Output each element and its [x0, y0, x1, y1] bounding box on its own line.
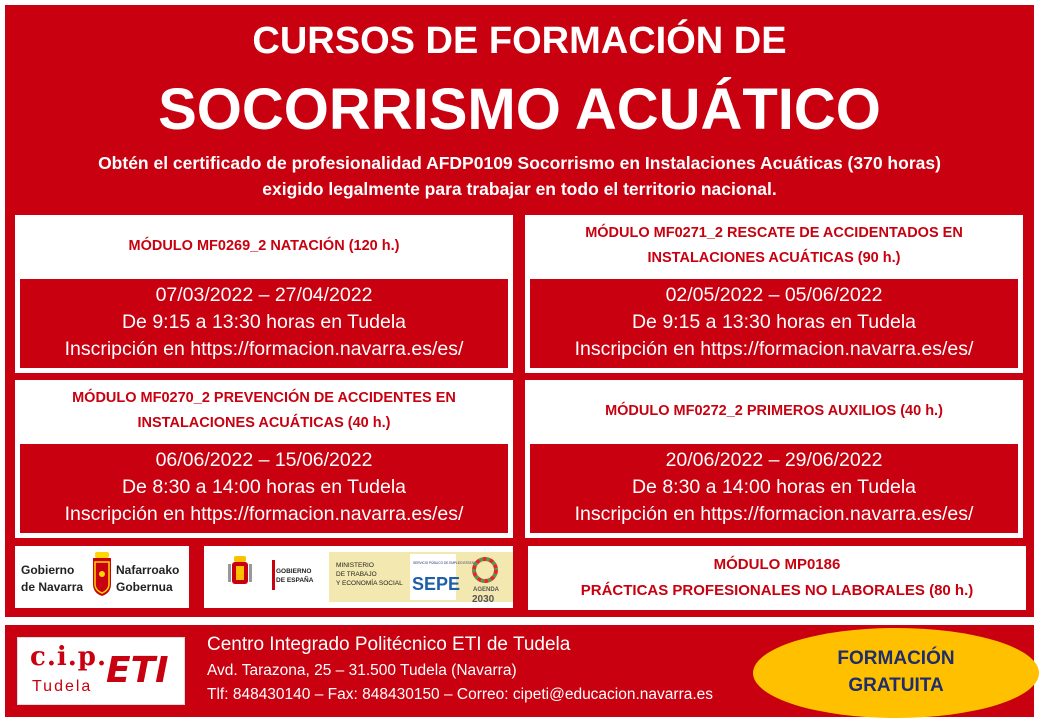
cip-logo-text: c.i.p.	[30, 642, 108, 672]
min-text-3: Y ECONOMÍA SOCIAL	[336, 580, 403, 587]
min-text-2: DE TRABAJO	[336, 571, 377, 578]
badge-line-1: FORMACIÓN	[837, 648, 955, 669]
navarra-text-es-2: de Navarra	[21, 580, 84, 594]
module-signup-link[interactable]: Inscripción en https://formacion.navarra.es/es/	[64, 503, 464, 525]
module-schedule: De 8:30 a 14:00 horas en Tudela	[121, 476, 407, 498]
navarra-text-eu-2: Gobernua	[116, 580, 173, 594]
center-address: Avd. Tarazona, 25 – 31.500 Tudela (Navarra)	[207, 662, 517, 679]
module-dates: 06/06/2022 – 15/06/2022	[155, 449, 373, 471]
module-dates: 20/06/2022 – 29/06/2022	[665, 449, 883, 471]
agenda-year-text: 2030	[472, 594, 495, 605]
module-info	[20, 279, 508, 368]
module-title: MÓDULO MF0271_2 RESCATE DE ACCIDENTADOS EN INSTALACIONES ACUÁTICAS (90 h.)	[585, 225, 963, 266]
subtitle	[0, 150, 1039, 202]
title-line-1: CURSOS DE FORMACIÓN DE	[252, 20, 787, 62]
practicas-line-2: PRÁCTICAS PROFESIONALES NO LABORALES (80 h.)	[580, 582, 974, 599]
agenda-text: AGENDA	[473, 587, 500, 593]
module-dates: 07/03/2022 – 27/04/2022	[155, 284, 373, 306]
module-info	[20, 444, 508, 533]
sepe-small-text: SERVICIO PÚBLICO DE EMPLEO ESTATAL	[413, 561, 477, 565]
navarra-shield-icon	[93, 552, 111, 596]
module-title: MÓDULO MF0270_2 PREVENCIÓN DE ACCIDENTES EN INSTALACIONES ACUÁTICAS (40 h.)	[72, 390, 456, 431]
module-schedule: De 9:15 a 13:30 horas en Tudela	[631, 311, 917, 333]
navarra-text-eu-1: Nafarroako	[116, 563, 180, 577]
min-text-1: MINISTERIO	[336, 562, 374, 569]
ministry-sepe-logo-strip	[204, 546, 513, 608]
eti-logo-text: ETI	[106, 650, 169, 691]
module-signup-link[interactable]: Inscripción en https://formacion.navarra.es/es/	[574, 503, 974, 525]
title-line-2: SOCORRISMO ACUÁTICO	[158, 77, 881, 142]
tudela-logo-text: Tudela	[32, 678, 93, 695]
navarra-logo-graphic	[15, 546, 189, 608]
subtitle-line-1: Obtén el certificado de profesionalidad AFDP0109 Socorrismo en Instalaciones Acuáticas (370 horas)	[98, 153, 941, 173]
module-card-rescate	[525, 215, 1023, 373]
gob-text-1: GOBIERNO	[276, 568, 312, 575]
module-title: MÓDULO MF0269_2 NATACIÓN (120 h.)	[128, 237, 400, 254]
module-card-prevencion	[15, 380, 513, 538]
sepe-text: SEPE	[412, 574, 461, 594]
module-info	[530, 444, 1018, 533]
free-training-badge	[753, 628, 1039, 718]
module-card-primeros-auxilios	[525, 380, 1023, 538]
module-info	[530, 279, 1018, 368]
ministry-logo-graphic	[204, 546, 513, 608]
module-schedule: De 8:30 a 14:00 horas en Tudela	[631, 476, 917, 498]
module-card-practicas	[528, 546, 1026, 610]
gob-text-2: DE ESPAÑA	[276, 577, 314, 584]
module-schedule: De 9:15 a 13:30 horas en Tudela	[121, 311, 407, 333]
cip-eti-logo	[17, 637, 185, 705]
module-signup-link[interactable]: Inscripción en https://formacion.navarra.es/es/	[574, 338, 974, 360]
subtitle-line-2: exigido legalmente para trabajar en todo el territorio nacional.	[262, 179, 777, 199]
module-title: MÓDULO MF0272_2 PRIMEROS AUXILIOS (40 h.)	[605, 402, 943, 419]
module-card-natacion	[15, 215, 513, 373]
navarra-text-es-1: Gobierno	[21, 563, 75, 577]
badge-line-2: GRATUITA	[848, 675, 944, 696]
practicas-line-1: MÓDULO MP0186	[713, 556, 841, 573]
center-contact: Tlf: 848430140 – Fax: 848430150 – Correo: cipeti@educacion.navarra.es	[207, 686, 714, 703]
module-signup-link[interactable]: Inscripción en https://formacion.navarra.es/es/	[64, 338, 464, 360]
navarra-government-logo	[15, 546, 189, 608]
module-dates: 02/05/2022 – 05/06/2022	[665, 284, 883, 306]
center-name: Centro Integrado Politécnico ETI de Tudela	[207, 634, 571, 655]
spain-coat-of-arms-icon	[228, 556, 252, 584]
